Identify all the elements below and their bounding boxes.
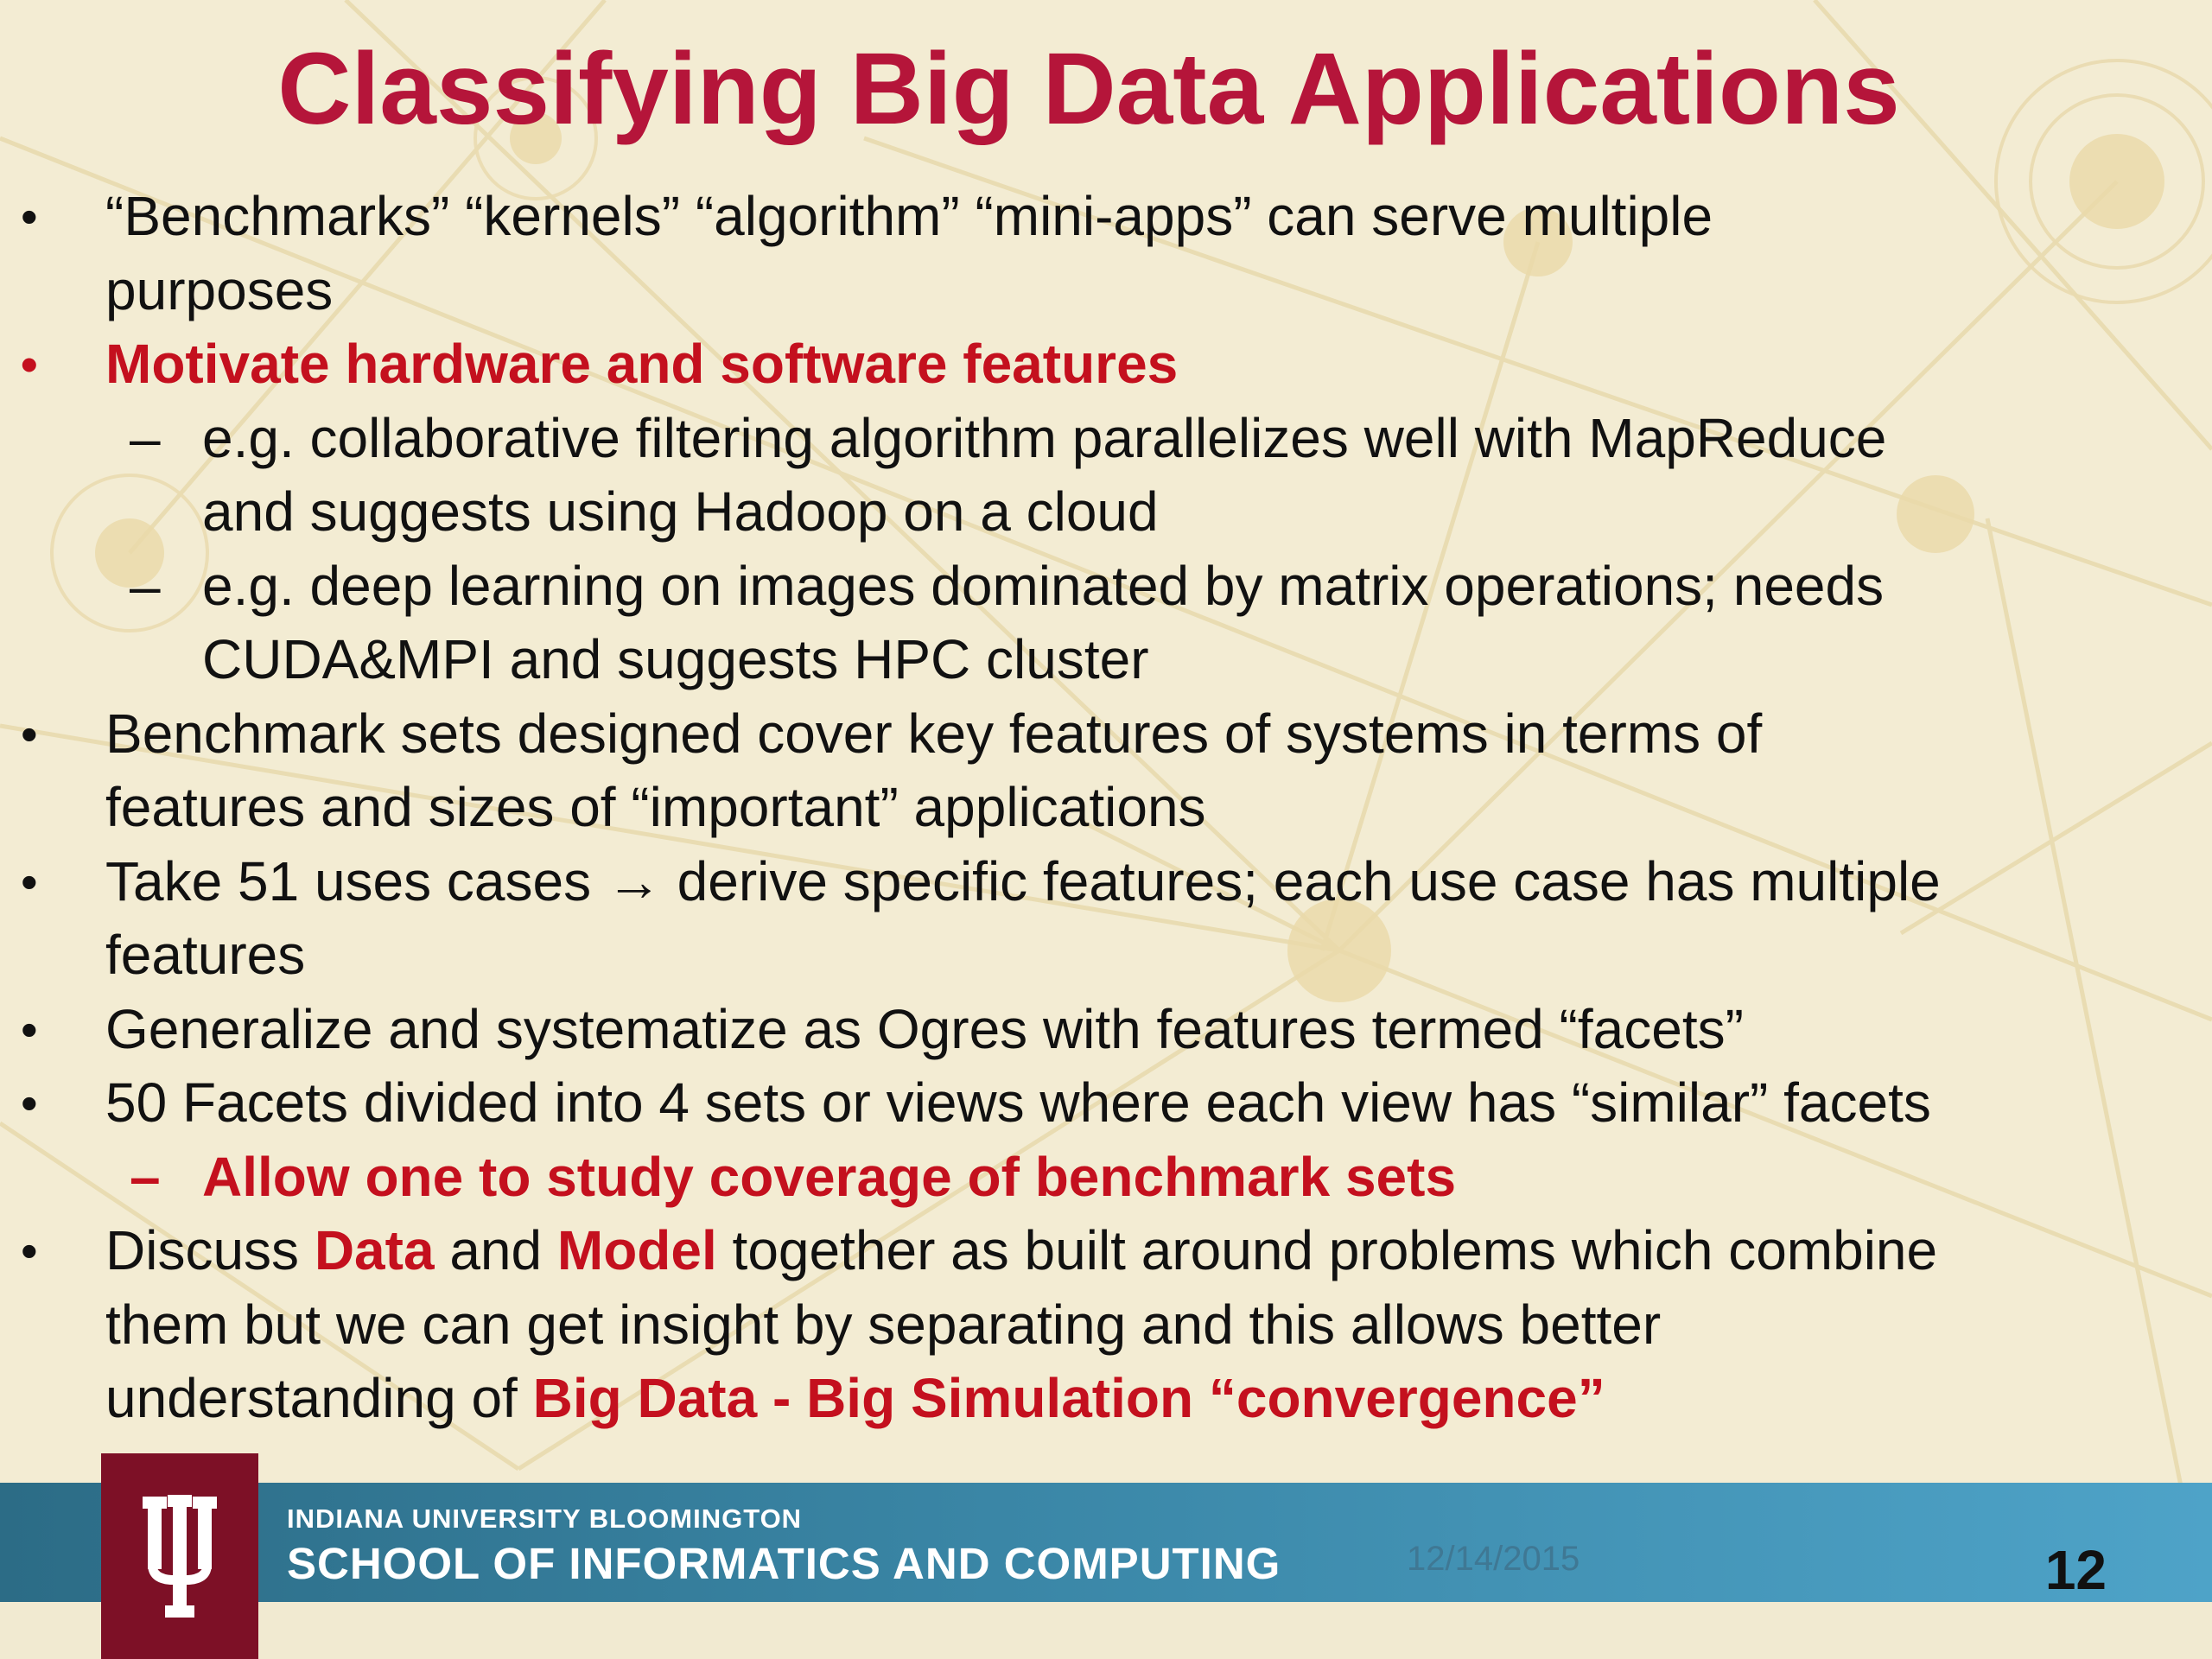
sub-bullet-text: CUDA&MPI and suggests HPC cluster	[202, 628, 1149, 690]
bullet-text: derive specific features; each use case has multiple	[661, 849, 1941, 912]
bullet-mark: •	[21, 189, 38, 244]
bullet-item	[0, 993, 2177, 1067]
sub-bullet-text: and suggests using Hadoop on a cloud	[202, 480, 1159, 543]
trident-icon	[101, 1453, 258, 1659]
sub-bullet-item-highlighted	[0, 1141, 2177, 1215]
emphasis-data: Data	[314, 1219, 435, 1281]
bullet-text: 50 Facets divided into 4 sets or views where each view has “similar” facets	[105, 1071, 1931, 1134]
sub-bullet-text: e.g. deep learning on images dominated by matrix operations; needs	[202, 554, 1885, 617]
bullet-item-highlighted	[0, 327, 2177, 402]
bullet-item	[0, 180, 2177, 327]
sub-bullet-text: e.g. collaborative filtering algorithm parallelizes well with MapReduce	[202, 406, 1887, 469]
dash-mark: –	[130, 1145, 161, 1208]
bullet-text: features and sizes of “important” applications	[105, 776, 1206, 838]
sub-bullet-text: Allow one to study coverage of benchmark sets	[202, 1145, 1457, 1208]
bullet-text: features	[105, 924, 306, 986]
sub-bullet-item	[0, 550, 2177, 697]
bullet-text: understanding of	[105, 1367, 533, 1429]
bullet-mark: •	[21, 1076, 38, 1130]
bullet-mark: •	[21, 706, 38, 761]
dash-mark: –	[130, 554, 161, 617]
bullet-mark: •	[21, 1001, 38, 1057]
sub-bullet-item	[0, 402, 2177, 550]
iu-trident-logo	[101, 1453, 258, 1659]
bullet-item	[0, 1214, 2177, 1436]
bullet-mark: •	[21, 854, 38, 909]
dash-mark: –	[130, 406, 161, 469]
footer-bottom-strip	[0, 1602, 2212, 1659]
bullet-mark: •	[21, 1224, 38, 1278]
arrow-icon: →	[606, 849, 662, 912]
bullet-list	[0, 180, 2177, 1436]
page-number: 12	[2044, 1539, 2107, 1601]
bullet-text: Discuss	[105, 1219, 315, 1281]
slide-date: 12/14/2015	[1407, 1540, 1580, 1578]
bullet-text: together as built around problems which combine	[716, 1219, 1938, 1281]
bullet-text: purposes	[105, 258, 334, 321]
school-name: SCHOOL OF INFORMATICS AND COMPUTING	[287, 1539, 1281, 1588]
bullet-text: “Benchmarks” “kernels” “algorithm” “mini-apps” can serve multiple	[105, 185, 1713, 247]
bullet-item	[0, 697, 2177, 845]
bullet-item	[0, 845, 2177, 993]
bullet-text: Benchmark sets designed cover key features of systems in terms of	[105, 702, 1763, 765]
emphasis-convergence: Big Data - Big Simulation “convergence”	[532, 1367, 1605, 1429]
bullet-text: Take 51 uses cases	[105, 849, 607, 912]
university-name: INDIANA UNIVERSITY BLOOMINGTON	[287, 1503, 803, 1534]
bullet-text: them but we can get insight by separating and this allows better	[105, 1293, 1662, 1356]
slide-title: Classifying Big Data Applications	[277, 32, 1900, 146]
bullet-text: and	[434, 1219, 557, 1281]
bullet-text: Motivate hardware and software features	[105, 333, 1179, 395]
emphasis-model: Model	[556, 1219, 717, 1281]
bullet-text: Generalize and systematize as Ogres with features termed “facets”	[105, 997, 1744, 1060]
bullet-item	[0, 1066, 2177, 1141]
bullet-mark: •	[21, 337, 38, 391]
